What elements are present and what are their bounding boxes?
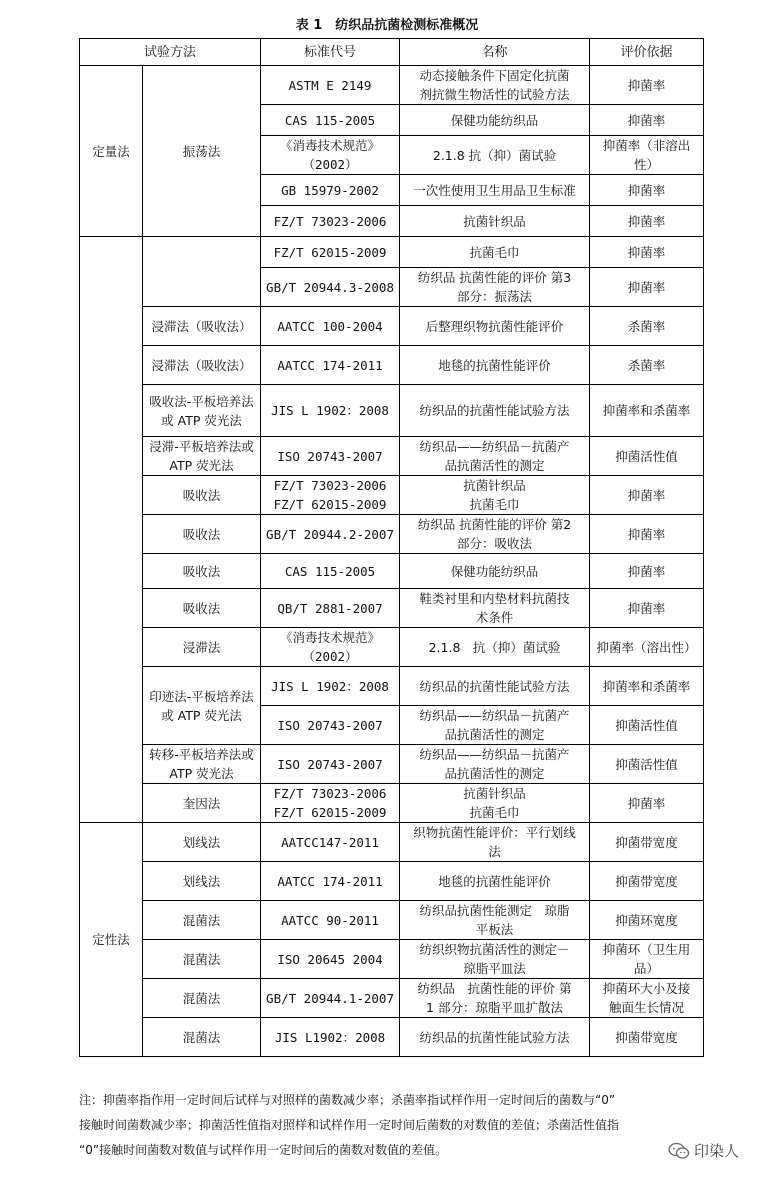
- cell-method: 转移-平板培养法或 ATP 荧光法: [143, 745, 261, 784]
- cell-method: 混菌法: [143, 940, 261, 979]
- cell-text-line: AATCC 90-2011: [281, 912, 379, 928]
- cell-text-line: GB/T 20944.2-2007: [266, 526, 394, 542]
- cell-standard-code: [261, 237, 400, 268]
- cell-text-line: GB/T 20944.3-2008: [266, 279, 394, 295]
- cell-text-line: 抑菌环宽度: [615, 912, 678, 928]
- cell-standard-name: [400, 628, 590, 667]
- cell-standard-name: [400, 307, 590, 346]
- cell-standard-code: [261, 667, 400, 706]
- cell-standard-name: [400, 476, 590, 515]
- cell-standard-code: [261, 706, 400, 745]
- cell-standard-name: [400, 823, 590, 862]
- cell-evaluation-basis: [590, 66, 704, 105]
- cell-method: 奎因法: [143, 784, 261, 823]
- cell-text-line: 品抗菌活性的测定: [444, 766, 545, 781]
- cell-text-line: 《消毒技术规范》: [280, 138, 381, 153]
- cell-standard-code: [261, 784, 400, 823]
- cell-text-line: JIS L 1902：2008: [271, 678, 389, 694]
- cell-evaluation-basis: [590, 268, 704, 307]
- cell-standard-name: [400, 940, 590, 979]
- header-code: 标准代号: [261, 39, 400, 66]
- cell-method: 浸滞-平板培养法或 ATP 荧光法: [143, 437, 261, 476]
- cell-text-line: 纺织品的抗菌性能试验方法: [419, 678, 570, 694]
- cell-text-line: 部分：振荡法: [457, 289, 533, 304]
- cell-standard-code: [261, 515, 400, 554]
- cell-text-line: 抗菌针织品: [463, 786, 526, 801]
- cell-text-line: 纺织品——纺织品－抗菌产: [419, 439, 570, 454]
- cell-text-line: ISO 20743-2007: [277, 448, 383, 464]
- cell-standard-name: [400, 515, 590, 554]
- cell-standard-code: [261, 385, 400, 437]
- cell-evaluation-basis: [590, 385, 704, 437]
- cell-standard-name: [400, 589, 590, 628]
- cell-method: 浸滞法（吸收法）: [143, 346, 261, 385]
- cell-text-line: 平板法: [475, 922, 514, 937]
- wechat-icon: [668, 1142, 690, 1160]
- cell-standard-name: [400, 667, 590, 706]
- cell-evaluation-basis: [590, 1018, 704, 1057]
- cell-text-line: 抑菌带宽度: [615, 873, 678, 889]
- cell-text-line: 触面生长情况: [609, 1000, 685, 1015]
- cell-method: 吸收法: [143, 589, 261, 628]
- cell-text-line: 品抗菌活性的测定: [444, 727, 545, 742]
- table-body: [80, 66, 704, 1057]
- table-row: [80, 628, 704, 667]
- cell-standard-code: [261, 476, 400, 515]
- watermark: [668, 1140, 739, 1161]
- cell-text-line: 抑菌率: [627, 182, 666, 198]
- cell-evaluation-basis: [590, 175, 704, 206]
- cell-text-line: 抑菌活性值: [615, 448, 678, 464]
- cell-text-line: 后整理织物抗菌性能评价: [425, 318, 564, 334]
- table-row: [80, 589, 704, 628]
- cell-evaluation-basis: [590, 823, 704, 862]
- cell-text-line: 织物抗菌性能评价：平行划线: [413, 825, 576, 840]
- cell-standard-code: [261, 554, 400, 589]
- cell-text-line: 抑菌率（溶出性）: [596, 639, 697, 655]
- cell-evaluation-basis: [590, 706, 704, 745]
- cell-text-line: FZ/T 73023-2006: [273, 213, 387, 229]
- cell-text-line: 抑菌率: [627, 279, 666, 295]
- cell-text-line: 术条件: [475, 610, 514, 625]
- cell-standard-name: [400, 136, 590, 175]
- cell-method: 吸收法: [143, 554, 261, 589]
- table-row: [80, 862, 704, 901]
- cell-evaluation-basis: [590, 745, 704, 784]
- cell-evaluation-basis: [590, 901, 704, 940]
- cell-text-line: 抑菌率: [627, 795, 666, 811]
- cell-text-line: FZ/T 73023-2006: [273, 786, 387, 801]
- cell-standard-name: [400, 268, 590, 307]
- cell-text-line: CAS 115-2005: [284, 563, 376, 579]
- cell-text-line: ISO 20743-2007: [277, 717, 383, 733]
- cell-text-line: 抗菌毛巾: [469, 244, 520, 260]
- cell-standard-name: [400, 784, 590, 823]
- cell-standard-code: [261, 175, 400, 206]
- cell-evaluation-basis: [590, 307, 704, 346]
- cell-text-line: 抑菌率: [627, 244, 666, 260]
- cell-text-line: 纺织织物抗菌活性的测定－: [419, 942, 570, 957]
- note-line: “0”接触时间菌数对数值与试样作用一定时间后的菌数对数值的差值。: [79, 1143, 448, 1157]
- cell-evaluation-basis: [590, 628, 704, 667]
- cell-method: 振荡法: [143, 66, 261, 237]
- cell-evaluation-basis: [590, 589, 704, 628]
- cell-evaluation-basis: [590, 940, 704, 979]
- cell-standard-code: [261, 437, 400, 476]
- header-method: 试验方法: [80, 39, 261, 66]
- cell-text-line: 鞋类衬里和内垫材料抗菌技: [419, 591, 570, 606]
- cell-text-line: 法: [488, 844, 501, 859]
- cell-standard-name: [400, 901, 590, 940]
- cell-standard-code: [261, 136, 400, 175]
- cell-standard-code: [261, 346, 400, 385]
- cell-text-line: 品）: [634, 961, 660, 976]
- cell-text-line: 杀菌率: [627, 318, 666, 334]
- table-row: [80, 940, 704, 979]
- table-row: [80, 784, 704, 823]
- cell-method: 吸收法: [143, 515, 261, 554]
- table-row: [80, 901, 704, 940]
- cell-text-line: 抑菌率: [627, 77, 666, 93]
- cell-standard-name: [400, 554, 590, 589]
- cell-text-line: 品抗菌活性的测定: [444, 458, 545, 473]
- cell-evaluation-basis: [590, 237, 704, 268]
- cell-text-line: 抗菌针织品: [463, 478, 526, 493]
- cell-standard-code: [261, 105, 400, 136]
- cell-standard-name: [400, 745, 590, 784]
- table-row: [80, 437, 704, 476]
- cell-text-line: ISO 20743-2007: [277, 756, 383, 772]
- cell-text-line: 抑菌环（卫生用: [602, 942, 691, 957]
- cell-standard-code: [261, 206, 400, 237]
- cell-text-line: QB/T 2881-2007: [277, 600, 383, 616]
- cell-text-line: 2.1.8 抗（抑）菌试验: [432, 147, 557, 163]
- cell-text-line: 纺织品 抗菌性能的评价 第2: [417, 517, 572, 532]
- cell-text-line: ASTM E 2149: [288, 77, 372, 93]
- cell-standard-name: [400, 385, 590, 437]
- cell-text-line: 纺织品抗菌性能测定 琼脂: [419, 903, 570, 918]
- cell-text-line: 一次性使用卫生用品卫生标准: [413, 182, 576, 198]
- table-row: [80, 979, 704, 1018]
- cell-method: 混菌法: [143, 901, 261, 940]
- cell-evaluation-basis: [590, 554, 704, 589]
- table-row: [80, 515, 704, 554]
- cell-text-line: 地毯的抗菌性能评价: [438, 357, 551, 373]
- note-line: 注：抑菌率指作用一定时间后试样与对照样的菌数减少率；杀菌率指试样作用一定时间后的菌数与“0”: [79, 1093, 616, 1107]
- table-row: [80, 66, 704, 105]
- cell-text-line: AATCC147-2011: [281, 834, 379, 850]
- table-row: [80, 346, 704, 385]
- table-row: [80, 307, 704, 346]
- cell-text-line: 纺织品——纺织品－抗菌产: [419, 708, 570, 723]
- cell-text-line: 抑菌带宽度: [615, 834, 678, 850]
- cell-evaluation-basis: [590, 979, 704, 1018]
- cell-standard-code: [261, 589, 400, 628]
- cell-standard-code: [261, 745, 400, 784]
- cell-method: 吸收法: [143, 476, 261, 515]
- cell-method: 划线法: [143, 862, 261, 901]
- cell-standard-code: [261, 66, 400, 105]
- cell-method: [143, 237, 261, 307]
- cell-text-line: 抑菌率和杀菌率: [602, 678, 691, 694]
- cell-text-line: 剂抗微生物活性的试验方法: [419, 87, 570, 102]
- cell-text-line: 地毯的抗菌性能评价: [438, 873, 551, 889]
- cell-standard-code: [261, 901, 400, 940]
- watermark-text: 印染人: [694, 1142, 740, 1160]
- cell-text-line: FZ/T 62015-2009: [273, 244, 387, 260]
- cell-text-line: FZ/T 62015-2009: [273, 805, 387, 820]
- cell-text-line: 抑菌率: [627, 112, 666, 128]
- cell-standard-name: [400, 437, 590, 476]
- cell-standard-name: [400, 206, 590, 237]
- note-line: 接触时间菌数减少率；抑菌活性值指对照样和试样作用一定时间后菌数的对数值的差值；杀菌活性值指: [79, 1118, 620, 1132]
- cell-standard-code: [261, 1018, 400, 1057]
- cell-text-line: 抑菌率: [627, 487, 666, 503]
- cell-standard-name: [400, 979, 590, 1018]
- cell-text-line: AATCC 174-2011: [277, 873, 383, 889]
- table-note: [79, 1088, 707, 1163]
- table-row: [80, 745, 704, 784]
- cell-method-category: 定性法: [80, 823, 143, 1057]
- cell-standard-code: [261, 307, 400, 346]
- cell-method: 浸滞法: [143, 628, 261, 667]
- cell-method: 印迹法-平板培养法或 ATP 荧光法: [143, 667, 261, 745]
- cell-text-line: CAS 115-2005: [284, 112, 376, 128]
- cell-standard-code: [261, 268, 400, 307]
- cell-standard-code: [261, 940, 400, 979]
- table-row: [80, 554, 704, 589]
- cell-text-line: 2.1.8 抗（抑）菌试验: [428, 639, 561, 655]
- cell-method: 吸收法-平板培养法或 ATP 荧光法: [143, 385, 261, 437]
- cell-text-line: 性）: [634, 157, 660, 172]
- cell-text-line: 保健功能纺织品: [450, 112, 539, 128]
- cell-standard-name: [400, 105, 590, 136]
- cell-text-line: 纺织品 抗菌性能的评价 第3: [417, 270, 572, 285]
- table-caption: 表 1 纺织品抗菌检测标准概况: [295, 18, 479, 33]
- cell-method-category: 定量法: [80, 66, 143, 237]
- cell-text-line: 抑菌率: [627, 563, 666, 579]
- table-row: [80, 823, 704, 862]
- cell-evaluation-basis: [590, 862, 704, 901]
- cell-standard-code: [261, 979, 400, 1018]
- cell-method: 混菌法: [143, 1018, 261, 1057]
- cell-text-line: AATCC 174-2011: [277, 357, 383, 373]
- cell-evaluation-basis: [590, 105, 704, 136]
- cell-text-line: GB/T 20944.1-2007: [266, 990, 394, 1006]
- cell-text-line: （2002）: [302, 649, 358, 664]
- cell-text-line: 抑菌率（非溶出: [602, 138, 691, 153]
- cell-text-line: （2002）: [302, 157, 358, 172]
- cell-text-line: 纺织品——纺织品－抗菌产: [419, 747, 570, 762]
- cell-text-line: 保健功能纺织品: [450, 563, 539, 579]
- cell-text-line: FZ/T 62015-2009: [273, 497, 387, 512]
- cell-standard-code: [261, 628, 400, 667]
- cell-text-line: 纺织品 抗菌性能的评价 第: [417, 981, 572, 996]
- cell-method-category: [80, 237, 143, 823]
- cell-text-line: 抑菌率: [627, 600, 666, 616]
- cell-text-line: 抑菌活性值: [615, 717, 678, 733]
- cell-text-line: 纺织品的抗菌性能试验方法: [419, 403, 570, 418]
- cell-text-line: 琼脂平皿法: [463, 961, 526, 976]
- cell-evaluation-basis: [590, 437, 704, 476]
- cell-method: 浸滞法（吸收法）: [143, 307, 261, 346]
- cell-text-line: 《消毒技术规范》: [280, 630, 381, 645]
- header-basis: 评价依据: [590, 39, 704, 66]
- cell-text-line: 抑菌带宽度: [615, 1029, 678, 1045]
- cell-text-line: JIS L 1902：2008: [271, 403, 389, 418]
- cell-text-line: 杀菌率: [627, 357, 666, 373]
- cell-text-line: 动态接触条件下固定化抗菌: [419, 68, 570, 83]
- cell-text-line: 抑菌环大小及接: [602, 981, 691, 996]
- cell-text-line: 1 部分：琼脂平皿扩散法: [426, 1000, 563, 1015]
- cell-text-line: 纺织品的抗菌性能试验方法: [419, 1029, 570, 1045]
- standards-table: [79, 38, 704, 1057]
- cell-text-line: ISO 20645 2004: [277, 951, 383, 967]
- cell-evaluation-basis: [590, 667, 704, 706]
- cell-text-line: 抑菌率和杀菌率: [602, 403, 691, 418]
- header-name: 名称: [400, 39, 590, 66]
- cell-evaluation-basis: [590, 136, 704, 175]
- cell-method: 划线法: [143, 823, 261, 862]
- table-row: [80, 476, 704, 515]
- cell-text-line: 抗菌毛巾: [469, 805, 520, 820]
- cell-text-line: AATCC 100-2004: [277, 318, 383, 334]
- cell-standard-name: [400, 1018, 590, 1057]
- cell-method: 混菌法: [143, 979, 261, 1018]
- cell-evaluation-basis: [590, 784, 704, 823]
- cell-text-line: 部分：吸收法: [457, 536, 533, 551]
- cell-standard-name: [400, 175, 590, 206]
- table-row: [80, 1018, 704, 1057]
- cell-standard-name: [400, 66, 590, 105]
- cell-standard-code: [261, 862, 400, 901]
- cell-standard-name: [400, 706, 590, 745]
- cell-standard-name: [400, 346, 590, 385]
- cell-text-line: 抑菌率: [627, 526, 666, 542]
- cell-standard-name: [400, 237, 590, 268]
- cell-evaluation-basis: [590, 476, 704, 515]
- table-row: [80, 667, 704, 706]
- cell-text-line: 抗菌针织品: [463, 213, 526, 229]
- cell-standard-code: [261, 823, 400, 862]
- cell-text-line: 抗菌毛巾: [469, 497, 520, 512]
- table-row: [80, 385, 704, 437]
- cell-text-line: 抑菌率: [627, 213, 666, 229]
- cell-text-line: 抑菌活性值: [615, 756, 678, 772]
- cell-evaluation-basis: [590, 515, 704, 554]
- cell-evaluation-basis: [590, 206, 704, 237]
- table-row: [80, 237, 704, 268]
- cell-text-line: GB 15979-2002: [281, 182, 379, 198]
- cell-text-line: JIS L1902：2008: [274, 1029, 386, 1045]
- cell-standard-name: [400, 862, 590, 901]
- header-row: [80, 39, 704, 66]
- cell-text-line: FZ/T 73023-2006: [273, 478, 387, 493]
- cell-evaluation-basis: [590, 346, 704, 385]
